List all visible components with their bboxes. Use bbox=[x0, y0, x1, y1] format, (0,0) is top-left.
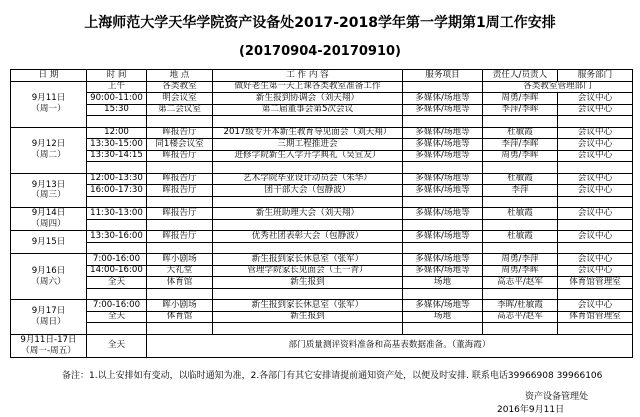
service-cell: 多媒体/场地等 bbox=[403, 231, 483, 243]
content-cell: 管理学院家长见面会（王一青） bbox=[213, 265, 403, 277]
time-cell bbox=[87, 219, 147, 231]
content-cell: 第二届董事会第5次会议 bbox=[213, 104, 403, 116]
person-cell bbox=[483, 219, 558, 231]
col-person-header: 责任人/员责人 bbox=[483, 70, 558, 82]
table-row bbox=[11, 173, 633, 185]
dept-cell bbox=[558, 162, 633, 174]
person-cell: 杜敏霞 bbox=[483, 231, 558, 243]
table-row bbox=[11, 196, 633, 208]
place-cell: 晖报告厅 bbox=[147, 185, 213, 197]
service-cell: 场地 bbox=[403, 311, 483, 323]
time-cell bbox=[87, 242, 147, 254]
content-cell: 新生报到 bbox=[213, 311, 403, 323]
place-cell bbox=[147, 196, 213, 208]
content-cell: 进修学院新生入学升学典礼（吴宣友） bbox=[213, 150, 403, 162]
time-cell: 12:00 bbox=[87, 127, 147, 139]
table-row bbox=[11, 311, 633, 323]
place-cell: 晖报告厅 bbox=[147, 127, 213, 139]
content-cell bbox=[213, 196, 403, 208]
content-cell: 新生报到家长休息室（张军） bbox=[213, 254, 403, 266]
time-cell: 15:30 bbox=[87, 104, 147, 116]
dept-cell bbox=[558, 242, 633, 254]
time-cell: 14:00-16:00 bbox=[87, 265, 147, 277]
dept-cell: 会议中心 bbox=[558, 139, 633, 151]
time-cell: 90:00-11:00 bbox=[87, 93, 147, 105]
place-cell: 晖报告厅 bbox=[147, 150, 213, 162]
content-cell: 新生班助理大会（刘天翔） bbox=[213, 208, 403, 220]
person-cell: 周勇/李晖 bbox=[483, 150, 558, 162]
time-cell: 11:30-13:00 bbox=[87, 208, 147, 220]
place-cell: 晖报告厅 bbox=[147, 173, 213, 185]
date-cell-sun: 9月17日 （周日） bbox=[11, 300, 87, 335]
place-cell bbox=[147, 288, 213, 300]
service-cell: 多媒体/场地等 bbox=[403, 254, 483, 266]
table-row bbox=[11, 81, 633, 93]
place-cell: 体育馆 bbox=[147, 277, 213, 289]
dept-cell: 会议中心 bbox=[558, 208, 633, 220]
table-row bbox=[11, 104, 633, 116]
service-cell: 多媒体/场地等 bbox=[403, 300, 483, 312]
service-cell: 多媒体/场地等 bbox=[403, 139, 483, 151]
footer-note: 备注：1.以上安排如有变动，以临时通知为准，2.各部门有其它安排请提前通知资产处，以便及时安排. 联系电话39966908 39966106 bbox=[62, 371, 603, 381]
place-cell bbox=[147, 116, 213, 128]
page-title: 上海师范大学天华学院资产设备处2017-2018学年第一学期第1周工作安排 bbox=[84, 15, 556, 31]
place-cell bbox=[147, 162, 213, 174]
content-cell bbox=[213, 162, 403, 174]
content-cell: 新生报到家长休息室（张军） bbox=[213, 300, 403, 312]
content-cell bbox=[213, 116, 403, 128]
service-cell bbox=[403, 323, 483, 335]
dept-cell bbox=[558, 116, 633, 128]
person-cell bbox=[483, 323, 558, 335]
service-cell: 多媒体/场地等 bbox=[403, 265, 483, 277]
person-cell bbox=[483, 288, 558, 300]
time-cell: 12:00-13:30 bbox=[87, 173, 147, 185]
person-cell: 杜敏霞 bbox=[483, 208, 558, 220]
dept-cell: 会议中心 bbox=[558, 185, 633, 197]
time-cell: 7:00-16:00 bbox=[87, 300, 147, 312]
content-cell: 艺术学院毕业设计动员会（朱华） bbox=[213, 173, 403, 185]
table-row bbox=[11, 288, 633, 300]
service-cell: 多媒体/场地等 bbox=[403, 104, 483, 116]
time-cell: 全天 bbox=[87, 334, 147, 357]
place-cell: 晖报告厅 bbox=[147, 231, 213, 243]
time-cell bbox=[87, 288, 147, 300]
content-cell: 优秀社团表彰大会（包静波） bbox=[213, 231, 403, 243]
date-cell-range: 9月11日-17日 （周一-周五） bbox=[11, 334, 87, 357]
person-cell bbox=[483, 116, 558, 128]
service-cell bbox=[403, 196, 483, 208]
content-cell bbox=[213, 219, 403, 231]
service-cell bbox=[403, 219, 483, 231]
place-cell bbox=[147, 323, 213, 335]
person-cell bbox=[483, 162, 558, 174]
dept-cell: 体育馆管理室 bbox=[558, 277, 633, 289]
footer-office: 资产设备管理处 bbox=[525, 392, 589, 402]
place-cell: 晖报告厅 bbox=[147, 208, 213, 220]
col-time-header: 时 间 bbox=[87, 70, 147, 82]
service-cell: 多媒体/场地等 bbox=[403, 185, 483, 197]
table-row bbox=[11, 116, 633, 128]
person-cell: 周勇/李晖 bbox=[483, 93, 558, 105]
time-cell bbox=[87, 116, 147, 128]
date-cell-thu: 9月14日 （周四） bbox=[11, 208, 87, 231]
table-row bbox=[11, 277, 633, 289]
table-row bbox=[11, 334, 633, 357]
service-cell: 多媒体/场地等 bbox=[403, 127, 483, 139]
content-cell: 团干部大会（包静波） bbox=[213, 185, 403, 197]
content-cell bbox=[213, 323, 403, 335]
time-cell: 13:30-16:00 bbox=[87, 231, 147, 243]
place-cell: 晖小剧场 bbox=[147, 254, 213, 266]
person-cell: 杜敏霞 bbox=[483, 173, 558, 185]
service-cell: 多媒体/场地等 bbox=[403, 173, 483, 185]
person-cell: 杜敏霞 bbox=[483, 127, 558, 139]
dept-cell: 会议中心 bbox=[558, 104, 633, 116]
table-row bbox=[11, 219, 633, 231]
footer-date: 2016年9月11日 bbox=[497, 405, 565, 415]
time-cell: 全天 bbox=[87, 277, 147, 289]
person-cell: 李萍 bbox=[483, 185, 558, 197]
col-place-header: 地 点 bbox=[147, 70, 213, 82]
date-cell-fri: 9月15日 bbox=[11, 231, 87, 254]
place-cell: 明会议室 bbox=[147, 93, 213, 105]
dept-cell bbox=[558, 196, 633, 208]
dept-cell: 会议中心 bbox=[558, 254, 633, 266]
person-cell: 周勇/李萍 bbox=[483, 254, 558, 266]
time-cell: 16:00-17:30 bbox=[87, 185, 147, 197]
person-cell: 李晖/杜敏霞 bbox=[483, 300, 558, 312]
schedule-table bbox=[10, 69, 633, 358]
date-cell-wed: 9月13日 （周三） bbox=[11, 173, 87, 208]
dept-cell: 会议中心 bbox=[558, 300, 633, 312]
content-cell: 新生报到协调会（刘天翔） bbox=[213, 93, 403, 105]
place-cell: 第二会议室 bbox=[147, 104, 213, 116]
dept-cell: 体育馆管理室 bbox=[558, 311, 633, 323]
place-cell: 大礼堂 bbox=[147, 265, 213, 277]
place-cell bbox=[147, 242, 213, 254]
dept-cell: 会议中心 bbox=[558, 150, 633, 162]
person-cell bbox=[483, 242, 558, 254]
time-cell: 7:00-16:00 bbox=[87, 254, 147, 266]
person-cell: 高志平/赵军 bbox=[483, 277, 558, 289]
dept-cell bbox=[558, 219, 633, 231]
content-cell: 2017级专升本新生教育导见面会（刘天翔） bbox=[213, 127, 403, 139]
service-cell bbox=[403, 116, 483, 128]
table-row bbox=[11, 208, 633, 220]
time-cell: 上午 bbox=[87, 81, 147, 93]
service-cell: 场地 bbox=[403, 277, 483, 289]
person-cell bbox=[483, 196, 558, 208]
table-row bbox=[11, 231, 633, 243]
time-cell bbox=[87, 162, 147, 174]
dept-cell: 会议中心 bbox=[558, 173, 633, 185]
place-cell: 同1楼会议室 bbox=[147, 139, 213, 151]
content-cell: 做好老生第一天上课各类教室准备工作 bbox=[213, 81, 403, 93]
table-row bbox=[11, 127, 633, 139]
table-row bbox=[11, 185, 633, 197]
table-row bbox=[11, 254, 633, 266]
dept-cell bbox=[558, 323, 633, 335]
date-cell-sat: 9月16日 （周六） bbox=[11, 254, 87, 300]
date-range-subtitle: (20170904-20170910) bbox=[238, 44, 401, 59]
place-cell: 体育馆 bbox=[147, 311, 213, 323]
service-cell: 多媒体/场地等 bbox=[403, 150, 483, 162]
service-cell bbox=[403, 242, 483, 254]
date-cell-tue: 9月12日 （周二） bbox=[11, 127, 87, 173]
col-date-header: 日 期 bbox=[11, 70, 87, 82]
header-row bbox=[11, 70, 633, 82]
table-row bbox=[11, 323, 633, 335]
content-cell: 三期工程推进会 bbox=[213, 139, 403, 151]
table-row bbox=[11, 242, 633, 254]
service-cell bbox=[403, 162, 483, 174]
dept-cell: 会议中心 bbox=[558, 265, 633, 277]
content-cell bbox=[213, 242, 403, 254]
col-dept-header: 服务部门 bbox=[558, 70, 633, 82]
place-cell bbox=[147, 219, 213, 231]
col-service-header: 服务项目 bbox=[403, 70, 483, 82]
table-row bbox=[11, 162, 633, 174]
dept-cell: 会议中心 bbox=[558, 231, 633, 243]
dept-cell: 各类教室管理部门 bbox=[483, 81, 633, 93]
person-cell: 高志平/赵军 bbox=[483, 311, 558, 323]
table-row bbox=[11, 150, 633, 162]
time-cell: 13:30-14:15 bbox=[87, 150, 147, 162]
dept-cell: 会议中心 bbox=[558, 93, 633, 105]
service-cell bbox=[403, 81, 483, 93]
content-cell: 部门质量测评资料准备和高基表数据准备。（董海霞） bbox=[147, 334, 633, 357]
dept-cell: 会议中心 bbox=[558, 127, 633, 139]
person-cell: 李萍/李晖 bbox=[483, 139, 558, 151]
place-cell: 各类教室 bbox=[147, 81, 213, 93]
table-row bbox=[11, 300, 633, 312]
person-cell: 李萍/李晖 bbox=[483, 104, 558, 116]
service-cell: 多媒体/场地等 bbox=[403, 208, 483, 220]
service-cell bbox=[403, 288, 483, 300]
person-cell: 周勇/李晖 bbox=[483, 265, 558, 277]
date-cell-mon: 9月11日 （周一） bbox=[11, 81, 87, 127]
table-row bbox=[11, 93, 633, 105]
table-row bbox=[11, 139, 633, 151]
col-content-header: 工 作 内 容 bbox=[213, 70, 403, 82]
time-cell: 13:30-15:00 bbox=[87, 139, 147, 151]
content-cell bbox=[213, 288, 403, 300]
time-cell bbox=[87, 323, 147, 335]
place-cell: 晖小剧场 bbox=[147, 300, 213, 312]
dept-cell bbox=[558, 288, 633, 300]
service-cell: 多媒体/场地等 bbox=[403, 93, 483, 105]
table-row bbox=[11, 265, 633, 277]
content-cell: 新生报到 bbox=[213, 277, 403, 289]
time-cell bbox=[87, 196, 147, 208]
time-cell: 全天 bbox=[87, 311, 147, 323]
